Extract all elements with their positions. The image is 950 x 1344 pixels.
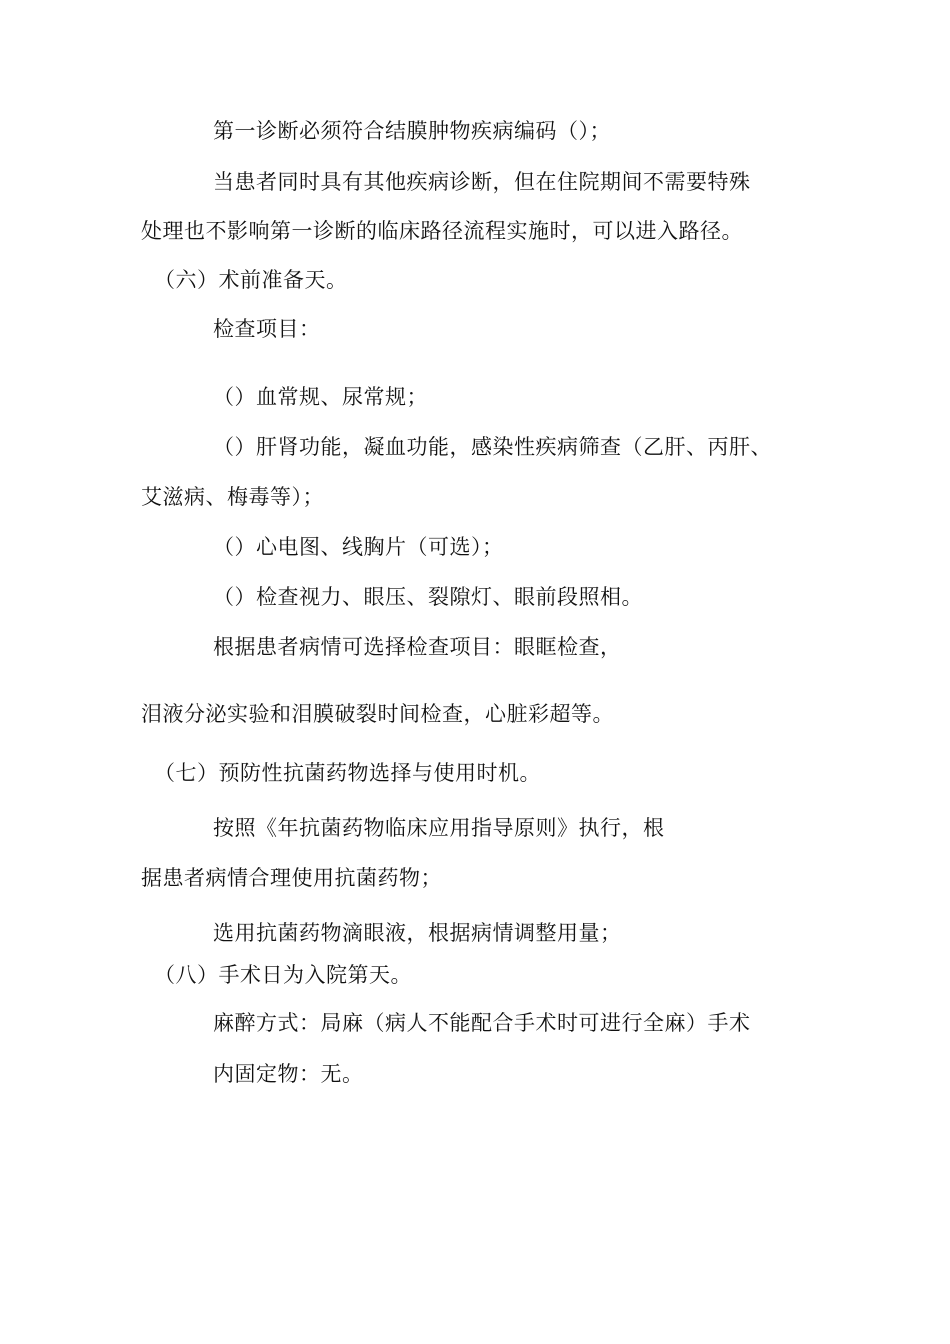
paragraph-line: 麻醉方式：局麻（病人不能配合手术时可进行全麻）手术 xyxy=(213,1011,751,1035)
paragraph-line: 当患者同时具有其他疾病诊断，但在住院期间不需要特殊 xyxy=(213,170,751,194)
list-item: （）肝肾功能，凝血功能，感染性疾病筛查（乙肝、丙肝、 xyxy=(213,435,772,459)
paragraph-line: 处理也不影响第一诊断的临床路径流程实施时，可以进入路径。 xyxy=(141,219,743,243)
paragraph-line: 选用抗菌药物滴眼液，根据病情调整用量； xyxy=(213,921,622,945)
paragraph-line: 根据患者病情可选择检查项目：眼眶检查， xyxy=(213,635,622,659)
paragraph-line: 泪液分泌实验和泪膜破裂时间检查，心脏彩超等。 xyxy=(141,702,614,726)
list-item: （）血常规、尿常规； xyxy=(213,385,428,409)
list-item-continuation: 艾滋病、梅毒等）； xyxy=(141,485,324,509)
paragraph-line: 内固定物：无。 xyxy=(213,1062,364,1086)
paragraph-line: 按照《年抗菌药物临床应用指导原则》执行，根 xyxy=(213,816,665,840)
paragraph-line: 检查项目： xyxy=(213,317,321,341)
list-item: （）检查视力、眼压、裂隙灯、眼前段照相。 xyxy=(213,585,643,609)
paragraph-line: 据患者病情合理使用抗菌药物； xyxy=(141,866,442,890)
section-heading: （八）手术日为入院第天。 xyxy=(154,963,412,987)
paragraph-line: 第一诊断必须符合结膜肿物疾病编码（）； xyxy=(213,119,611,143)
section-heading: （七）预防性抗菌药物选择与使用时机。 xyxy=(154,761,541,785)
list-item: （）心电图、线胸片（可选）； xyxy=(213,535,504,559)
section-heading: （六）术前准备天。 xyxy=(154,268,348,292)
